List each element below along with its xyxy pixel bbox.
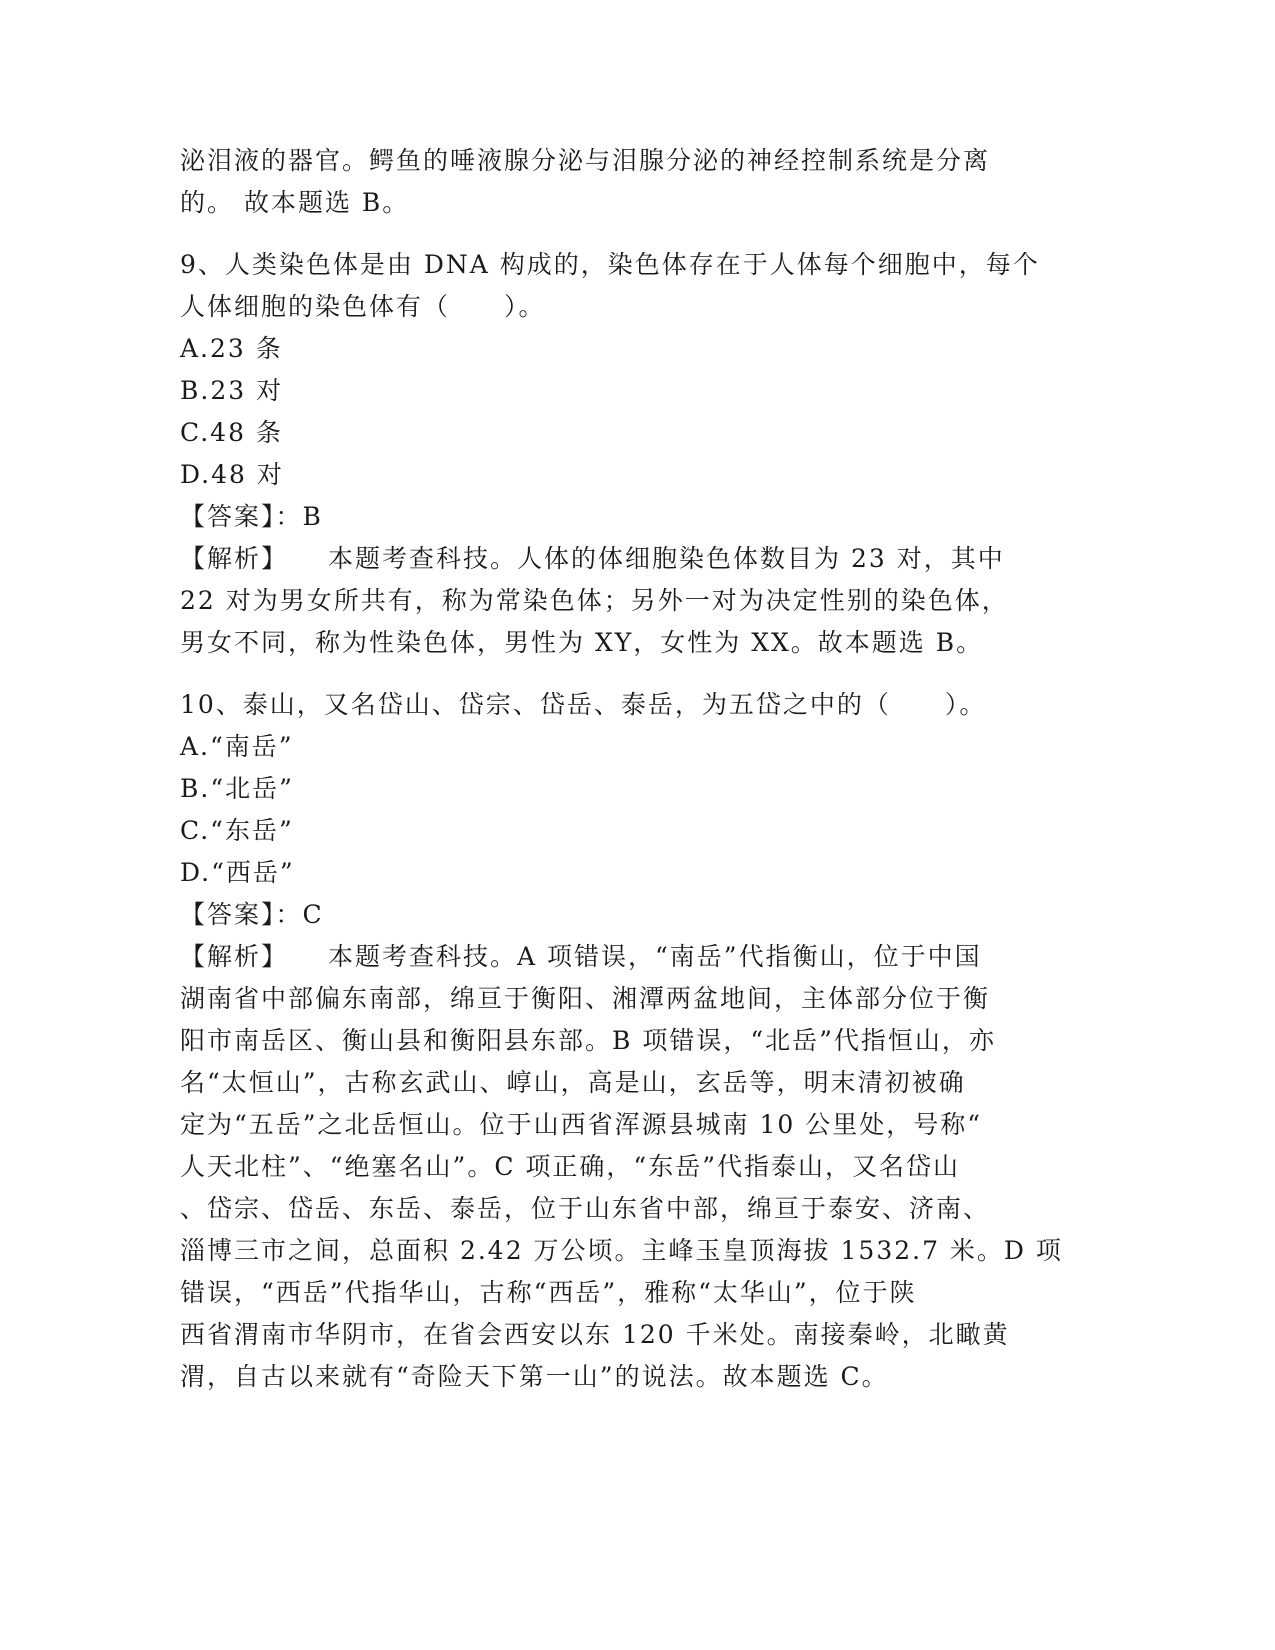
analysis-text: 本题考查科技。A 项错误，“南岳”代指衡山，位于中国 — [328, 942, 982, 971]
option-b: B.“北岳” — [180, 774, 294, 803]
analysis-text: 定为“五岳”之北岳恒山。位于山西省浑源县城南 10 公里处，号称“ — [180, 1110, 983, 1139]
question-9 — [180, 244, 1060, 664]
option-d: D.48 对 — [180, 460, 284, 489]
previous-explanation — [180, 140, 1060, 224]
analysis-text: 湖南省中部偏东南部，绵亘于衡阳、湘潭两盆地间，主体部分位于衡 — [180, 984, 991, 1013]
option-c: C.48 条 — [180, 418, 283, 447]
option-a: A.“南岳” — [180, 732, 294, 761]
analysis-text: 错误，“西岳”代指华山，古称“西岳”，雅称“太华山”，位于陕 — [180, 1278, 917, 1307]
analysis-line — [180, 538, 1060, 580]
question-10 — [180, 684, 1063, 1398]
analysis-label: 【解析】 — [180, 942, 289, 971]
option-d: D.“西岳” — [180, 858, 295, 887]
option-b: B.23 对 — [180, 376, 284, 405]
analysis-text: 渭，自古以来就有“奇险天下第一山”的说法。故本题选 C。 — [180, 1362, 889, 1391]
document-page — [180, 140, 1063, 1398]
analysis-text: 人天北柱”、“绝塞名山”。C 项正确，“东岳”代指泰山，又名岱山 — [180, 1152, 960, 1181]
answer-line — [180, 496, 1060, 538]
analysis-label: 【解析】 — [180, 544, 289, 573]
option-c: C.“东岳” — [180, 816, 294, 845]
analysis-text: 本题考查科技。人体的体细胞染色体数目为 23 对，其中 — [328, 544, 1005, 573]
analysis-text: 淄博三市之间，总面积 2.42 万公顷。主峰玉皇顶海拔 1532.7 米。D 项 — [180, 1236, 1063, 1265]
question-stem: 人体细胞的染色体有（ ）。 — [180, 292, 546, 321]
analysis-line — [180, 936, 1060, 978]
question-stem: 10、泰山，又名岱山、岱宗、岱岳、泰岳，为五岱之中的（ ）。 — [180, 690, 987, 719]
answer-value: C — [302, 900, 324, 929]
option-a: A.23 条 — [180, 334, 283, 363]
text-line: 的。 故本题选 B。 — [180, 188, 410, 217]
analysis-text: 、岱宗、岱岳、东岳、泰岳，位于山东省中部，绵亘于泰安、济南、 — [180, 1194, 991, 1223]
analysis-text: 西省渭南市华阴市，在省会西安以东 120 千米处。南接秦岭，北瞰黄 — [180, 1320, 1010, 1349]
analysis-text: 阳市南岳区、衡山县和衡阳县东部。B 项错误，“北岳”代指恒山，亦 — [180, 1026, 996, 1055]
answer-label: 【答案】： — [180, 502, 303, 531]
answer-value: B — [302, 502, 323, 531]
question-stem: 9、人类染色体是由 DNA 构成的，染色体存在于人体每个细胞中，每个 — [180, 250, 1040, 279]
text-line: 泌泪液的器官。鳄鱼的唾液腺分泌与泪腺分泌的神经控制系统是分离 — [180, 146, 991, 175]
answer-line — [180, 894, 1060, 936]
answer-label: 【答案】： — [180, 900, 303, 929]
analysis-text: 22 对为男女所共有，称为常染色体；另外一对为决定性别的染色体， — [180, 586, 1009, 615]
analysis-text: 名“太恒山”，古称玄武山、崞山，高是山，玄岳等，明末清初被确 — [180, 1068, 966, 1097]
analysis-text: 男女不同，称为性染色体，男性为 XY，女性为 XX。故本题选 B。 — [180, 628, 984, 657]
